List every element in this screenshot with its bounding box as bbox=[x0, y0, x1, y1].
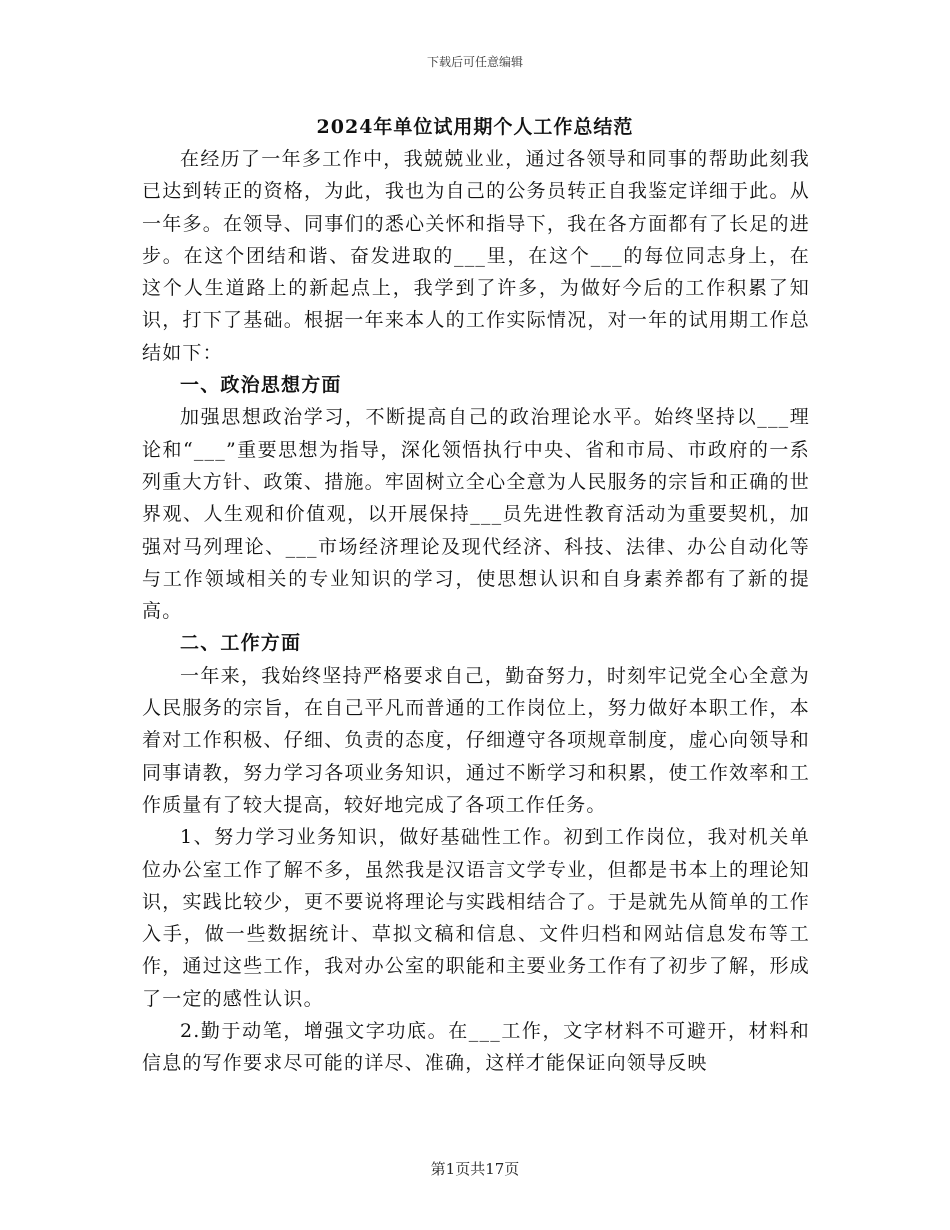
document-title: 2024年单位试用期个人工作总结范 bbox=[316, 116, 634, 138]
paragraph-political: 加强思想政治学习，不断提高自己的政治理论水平。始终坚持以___理论和“___”重要思想为指导，深化领悟执行中央、省和市局、市政府的一系列重大方针、政策、措施。牢固树立全心全意为人民服务的宗旨和正确的世界观、人生观和价值观，以开展保持___员先进性教育活动为重要契机，加强对马列理论、___市场经济理论及现代经济、科技、法律、办公自动化等与工作领域相关的专业知识的学习，使思想认识和自身素养都有了新的提高。 bbox=[142, 406, 810, 623]
document-body bbox=[142, 143, 810, 1080]
paragraph-work-item-2: 2.勤于动笔，增强文字功底。在___工作，文字材料不可避开，材料和信息的写作要求尽可能的详尽、准确，这样才能保证向领导反映 bbox=[142, 1020, 810, 1075]
section-heading-political: 一、政治思想方面 bbox=[180, 374, 342, 397]
page-number-footer: 第1页共17页 bbox=[430, 1160, 520, 1178]
paragraph-work-item-1: 1、努力学习业务知识，做好基础性工作。初到工作岗位，我对机关单位办公室工作了解不多，虽然我是汉语言文学专业，但都是书本上的理论知识，实践比较少，更不要说将理论与实践相结合了。于是就先从简单的工作入手，做一些数据统计、草拟文稿和信息、文件归档和网站信息发布等工作，通过这些工作，我对办公室的职能和主要业务工作有了初步了解，形成了一定的感性认识。 bbox=[142, 826, 810, 1010]
section-heading-work: 二、工作方面 bbox=[180, 632, 302, 655]
paragraph-intro: 在经历了一年多工作中，我兢兢业业，通过各领导和同事的帮助此刻我已达到转正的资格，为此，我也为自己的公务员转正自我鉴定详细于此。从一年多。在领导、同事们的悉心关怀和指导下，我在各方面都有了长足的进步。在这个团结和谐、奋发进取的___里，在这个___的每位同志身上，在这个人生道路上的新起点上，我学到了许多，为做好今后的工作积累了知识，打下了基础。根据一年来本人的工作实际情况，对一年的试用期工作总结如下： bbox=[142, 148, 810, 364]
header-note: 下载后可任意编辑 bbox=[426, 55, 523, 69]
paragraph-work: 一年来，我始终坚持严格要求自己，勤奋努力，时刻牢记党全心全意为人民服务的宗旨，在自己平凡而普通的工作岗位上，努力做好本职工作，本着对工作积极、仔细、负责的态度，仔细遵守各项规章制度，虚心向领导和同事请教，努力学习各项业务知识，通过不断学习和积累，使工作效率和工作质量有了较大提高，较好地完成了各项工作任务。 bbox=[142, 664, 810, 816]
